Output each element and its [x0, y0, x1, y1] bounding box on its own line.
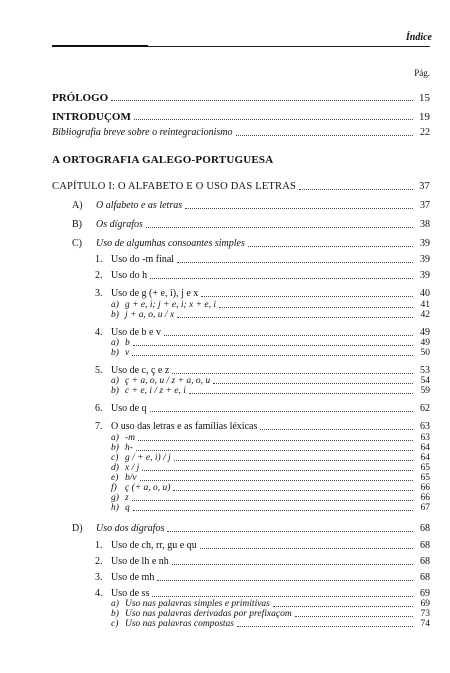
- entry-number: 5.: [95, 365, 103, 376]
- toc-page: 49: [420, 327, 430, 338]
- toc-label: Uso de ss: [111, 588, 150, 599]
- dot-leader: [136, 450, 413, 451]
- section-heading: A ORTOGRAFIA GALEGO-PORTUGUESA: [52, 154, 274, 166]
- toc-entry-prologo[interactable]: [52, 92, 430, 104]
- section-mark: B): [72, 219, 82, 230]
- toc-label: Uso de lh e nh: [111, 556, 169, 567]
- toc-label: Uso nas palavras compostas: [125, 619, 234, 629]
- toc-page: 69: [420, 599, 430, 609]
- dot-leader: [177, 262, 413, 263]
- entry-letter: b): [111, 386, 119, 396]
- dot-leader: [299, 189, 413, 190]
- toc-page: 65: [420, 463, 430, 473]
- entry-number: 1.: [95, 540, 103, 551]
- toc-label: Uso de algumhas consoantes simples: [96, 238, 245, 249]
- toc-entry-section-b[interactable]: [72, 219, 430, 231]
- entry-letter: e): [111, 473, 119, 483]
- entry-letter: a): [111, 338, 119, 348]
- toc-label: O uso das letras e as famílias léxicas: [111, 421, 258, 432]
- toc-subsubentry[interactable]: [111, 347, 430, 359]
- dot-leader: [133, 345, 413, 346]
- entry-letter: a): [111, 300, 119, 310]
- toc-label: v: [125, 348, 130, 358]
- dot-leader: [273, 606, 413, 607]
- dot-leader: [132, 355, 413, 356]
- entry-letter: b): [111, 443, 119, 453]
- header-rule-thin: [148, 46, 430, 47]
- dot-leader: [134, 119, 413, 120]
- toc-label: g / + e, i) / j: [125, 453, 171, 463]
- toc-label: INTRODUÇOM: [52, 111, 131, 123]
- dot-leader: [152, 596, 413, 597]
- dot-leader: [150, 411, 413, 412]
- toc-entry-section-d[interactable]: [72, 523, 430, 535]
- dot-leader: [236, 135, 413, 136]
- toc-page: 53: [420, 365, 430, 376]
- section-mark: D): [72, 523, 83, 534]
- toc-label: b/v: [125, 473, 137, 483]
- toc-subentry[interactable]: [95, 556, 430, 568]
- toc-label: Uso do h: [111, 270, 148, 281]
- toc-page: 73: [420, 609, 430, 619]
- dot-leader: [140, 480, 413, 481]
- toc-page: 64: [420, 453, 430, 463]
- toc-page: 54: [420, 376, 430, 386]
- toc-label: Uso de mh: [111, 572, 155, 583]
- toc-entry-section-c[interactable]: [72, 238, 430, 250]
- toc-label: Uso de b e v: [111, 327, 161, 338]
- dot-leader: [260, 429, 413, 430]
- toc-label: Uso de ch, rr, gu e qu: [111, 540, 197, 551]
- toc-label: -m: [125, 433, 136, 443]
- toc-page: 68: [420, 540, 430, 551]
- toc-label: h-: [125, 443, 133, 453]
- toc-entry-capitulo[interactable]: [52, 181, 430, 193]
- toc-label: Uso dos dígrafos: [96, 523, 165, 534]
- entry-letter: g): [111, 493, 119, 503]
- toc-label: j + a, o, u / x: [125, 310, 175, 320]
- toc-subsubentry[interactable]: [111, 502, 430, 514]
- toc-page: 64: [420, 443, 430, 453]
- toc-entry-section-a[interactable]: [72, 200, 430, 212]
- toc-page: 68: [420, 556, 430, 567]
- toc-label: Os dígrafos: [96, 219, 143, 230]
- dot-leader: [146, 227, 413, 228]
- toc-label: ç + a, o, u / z + a, o, u: [125, 376, 211, 386]
- toc-page: 50: [420, 348, 430, 358]
- toc-label: c + e, i / z + e, i: [125, 386, 186, 396]
- toc-page: 62: [420, 403, 430, 414]
- entry-number: 2.: [95, 556, 103, 567]
- toc-label: O alfabeto e as letras: [96, 200, 183, 211]
- dot-leader: [172, 373, 413, 374]
- entry-letter: b): [111, 348, 119, 358]
- dot-leader: [248, 246, 413, 247]
- toc-page: 15: [419, 92, 430, 104]
- toc-page: 63: [420, 421, 430, 432]
- toc-page: 39: [420, 238, 430, 249]
- toc-page: 42: [420, 310, 430, 320]
- toc-subentry[interactable]: [95, 540, 430, 552]
- dot-leader: [138, 440, 413, 441]
- dot-leader: [295, 616, 413, 617]
- toc-label: Uso do -m final: [111, 254, 175, 265]
- toc-label: Uso nas palavras derivadas por prefixaçom: [125, 609, 292, 619]
- dot-leader: [164, 335, 413, 336]
- toc-subentry[interactable]: [95, 270, 430, 282]
- toc-label: g + e, i; j + e, i; x + e, i: [125, 300, 216, 310]
- toc-page: 69: [420, 588, 430, 599]
- toc-label: Uso de q: [111, 403, 147, 414]
- entry-letter: a): [111, 376, 119, 386]
- toc-label: Uso nas palavras simples e primitivas: [125, 599, 270, 609]
- toc-page: 68: [420, 572, 430, 583]
- section-mark: C): [72, 238, 82, 249]
- toc-subsubentry[interactable]: [111, 309, 430, 321]
- toc-subsubentry[interactable]: [111, 385, 430, 397]
- entry-number: 4.: [95, 588, 103, 599]
- toc-label: CAPÍTULO I: O ALFABETO E O USO DAS LETRAS: [52, 181, 297, 192]
- dot-leader: [167, 531, 413, 532]
- entry-number: 3.: [95, 572, 103, 583]
- toc-page: 39: [420, 254, 430, 265]
- toc-subentry[interactable]: [95, 572, 430, 584]
- toc-entry-bibliografia[interactable]: [52, 127, 430, 139]
- toc-page: 40: [420, 288, 430, 299]
- toc-page: 66: [420, 483, 430, 493]
- dot-leader: [172, 564, 413, 565]
- running-header-title: Índice: [405, 32, 432, 43]
- dot-leader: [200, 548, 413, 549]
- entry-letter: a): [111, 599, 119, 609]
- dot-leader: [132, 500, 413, 501]
- entry-letter: a): [111, 433, 119, 443]
- toc-label: x / j: [125, 463, 140, 473]
- toc-page: 37: [419, 181, 430, 192]
- entry-letter: f): [111, 483, 117, 493]
- toc-label: Uso de g (+ e, i), j e x: [111, 288, 199, 299]
- toc-page: 65: [420, 473, 430, 483]
- toc-page: 39: [420, 270, 430, 281]
- toc-page: 68: [420, 523, 430, 534]
- dot-leader: [219, 307, 413, 308]
- toc-page: 59: [420, 386, 430, 396]
- toc-page: 38: [420, 219, 430, 230]
- toc-label: Uso de c, ç e z: [111, 365, 170, 376]
- toc-page: 37: [420, 200, 430, 211]
- entry-letter: d): [111, 463, 119, 473]
- dot-leader: [157, 580, 413, 581]
- entry-number: 6.: [95, 403, 103, 414]
- toc-label: ç (+ a, o, u): [125, 483, 171, 493]
- toc-page: 49: [420, 338, 430, 348]
- dot-leader: [189, 393, 413, 394]
- toc-label: Bibliografia breve sobre o reintegracionismo: [52, 127, 233, 138]
- toc-page: 22: [420, 127, 430, 138]
- toc-page: 19: [419, 111, 430, 123]
- dot-leader: [177, 317, 413, 318]
- toc-label: b: [125, 338, 130, 348]
- header-rule-thick: [52, 45, 148, 47]
- section-mark: A): [72, 200, 83, 211]
- toc-label: z: [125, 493, 129, 503]
- toc-page: 63: [420, 433, 430, 443]
- toc-page: 74: [420, 619, 430, 629]
- toc-subsubentry[interactable]: [111, 618, 430, 630]
- entry-number: 3.: [95, 288, 103, 299]
- entry-number: 1.: [95, 254, 103, 265]
- toc-label: PRÓLOGO: [52, 92, 109, 104]
- dot-leader: [201, 296, 413, 297]
- toc-label: q: [125, 503, 130, 513]
- dot-leader: [173, 490, 413, 491]
- entry-letter: c): [111, 619, 119, 629]
- entry-letter: b): [111, 609, 119, 619]
- toc-subentry[interactable]: [95, 254, 430, 266]
- entry-letter: b): [111, 310, 119, 320]
- entry-number: 7.: [95, 421, 103, 432]
- page-column-label: Pág.: [414, 68, 430, 78]
- dot-leader: [213, 383, 413, 384]
- toc-page: 41: [420, 300, 430, 310]
- toc-subentry[interactable]: [95, 403, 430, 415]
- dot-leader: [185, 208, 413, 209]
- entry-letter: h): [111, 503, 119, 513]
- entry-letter: c): [111, 453, 119, 463]
- dot-leader: [142, 470, 413, 471]
- entry-number: 2.: [95, 270, 103, 281]
- dot-leader: [150, 278, 413, 279]
- toc-entry-introducom[interactable]: [52, 111, 430, 123]
- dot-leader: [111, 100, 413, 101]
- dot-leader: [237, 626, 413, 627]
- dot-leader: [133, 510, 413, 511]
- entry-number: 4.: [95, 327, 103, 338]
- dot-leader: [174, 460, 413, 461]
- toc-page: 66: [420, 493, 430, 503]
- toc-page: 67: [420, 503, 430, 513]
